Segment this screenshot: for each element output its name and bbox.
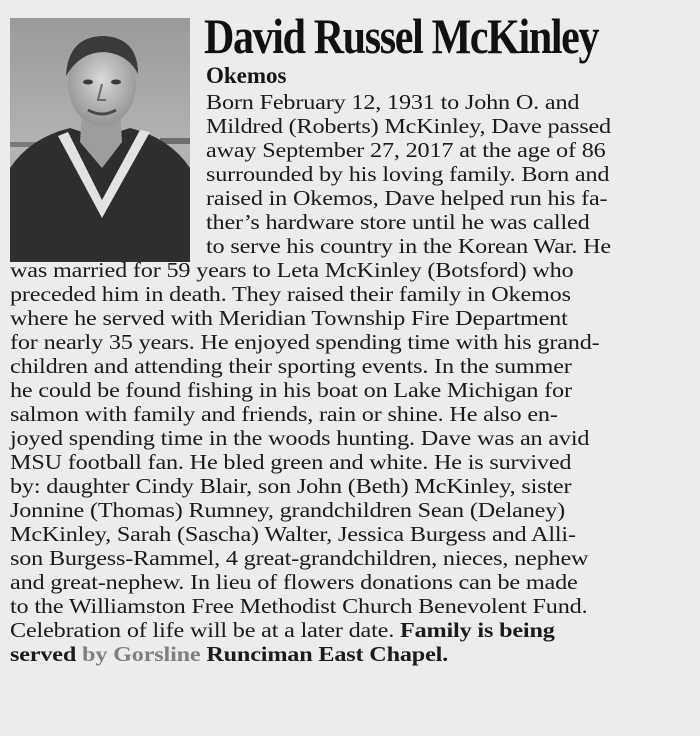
body-line: by: daughter Cindy Blair, son John (Beth) McKinley, sister [10,474,572,498]
body-line: Jonnine (Thomas) Rumney, grandchildren Sean (Delaney) [10,498,566,522]
body-line: salmon with family and friends, rain or shine. He also en- [10,402,558,426]
body-line: raised in Okemos, Dave helped run his fa- [206,186,608,210]
body-line: son Burgess-Rammel, 4 great-grandchildren, nieces, nephew [10,546,589,570]
body-line: joyed spending time in the woods hunting. Dave was an avid [10,426,590,450]
body-line: MSU football fan. He bled green and white. He is survived [10,450,572,474]
closing-bold-text: Runciman East Chapel. [206,642,449,666]
body-line: McKinley, Sarah (Sascha) Walter, Jessica Burgess and Alli- [10,522,576,546]
body-line: ther’s hardware store until he was called [206,210,590,234]
body-line: where he served with Meridian Township Fire Department [10,306,568,330]
obituary-title: David Russel McKinley [204,8,599,64]
body-line: Mildred (Roberts) McKinley, Dave passed [206,114,611,138]
portrait-photo [10,18,190,262]
body-line: he could be found fishing in his boat on Lake Michigan for [10,378,572,402]
closing-bold-text: served [10,642,77,666]
body-line: to the Williamston Free Methodist Church Benevolent Fund. [10,594,588,618]
body-line: away September 27, 2017 at the age of 86 [206,138,606,162]
body-line: children and attending their sporting events. In the summer [10,354,572,378]
closing-line [10,642,448,666]
closing-bold-text: Family is being [399,618,555,642]
body-line: for nearly 35 years. He enjoyed spending time with his grand- [10,330,600,354]
body-line-text: Celebration of life will be at a later date. [10,618,395,642]
body-line: to serve his country in the Korean War. He [206,234,611,258]
body-line-with-closing [10,618,555,642]
body-line: preceded him in death. They raised their family in Okemos [10,282,571,306]
obituary-location: Okemos [206,63,287,88]
body-line: and great-nephew. In lieu of flowers donations can be made [10,570,578,594]
body-line: Born February 12, 1931 to John O. and [206,90,580,114]
body-line: surrounded by his loving family. Born and [206,162,610,186]
portrait-illustration [10,18,190,262]
body-line: was married for 59 years to Leta McKinley (Botsford) who [10,258,574,282]
closing-gray-text: by Gorsline [82,642,201,666]
